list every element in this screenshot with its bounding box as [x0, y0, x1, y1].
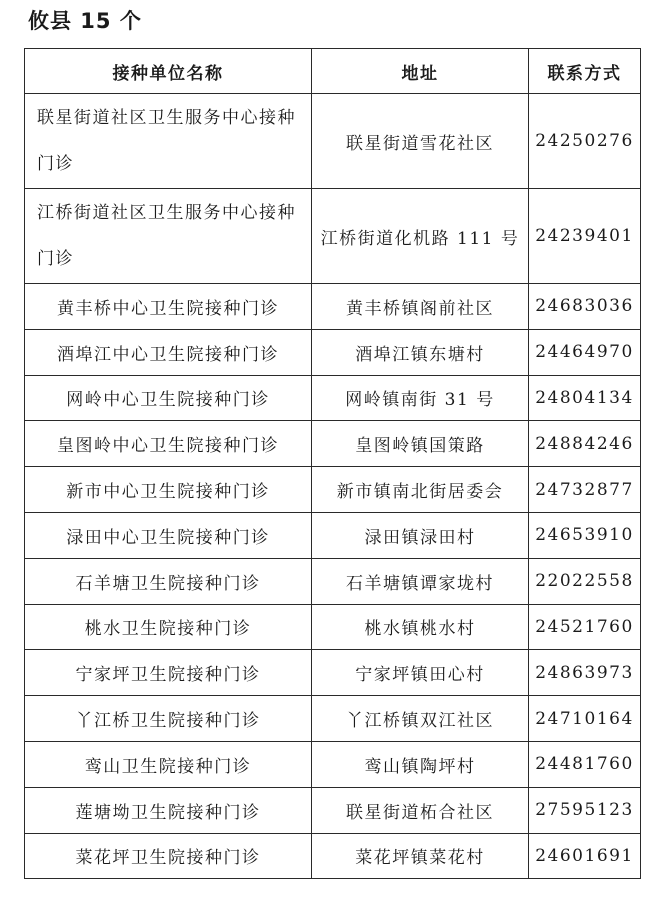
address-cell: 皇图岭镇国策路 [312, 421, 529, 467]
vaccination-units-table [24, 48, 641, 879]
page-title: 攸县 15 个 [28, 9, 142, 33]
table-row [25, 94, 641, 189]
phone-cell: 24464970 [529, 329, 641, 375]
address-cell: 宁家坪镇田心村 [312, 650, 529, 696]
table-row [25, 329, 641, 375]
table-row [25, 421, 641, 467]
table-row [25, 604, 641, 650]
phone-cell: 24481760 [529, 741, 641, 787]
unit-name-cell: 网岭中心卫生院接种门诊 [25, 375, 312, 421]
unit-name-cell: 联星街道社区卫生服务中心接种门诊 [25, 94, 312, 189]
unit-name-cell: 鸾山卫生院接种门诊 [25, 741, 312, 787]
unit-name-cell: 酒埠江中心卫生院接种门诊 [25, 329, 312, 375]
unit-name-cell: 黄丰桥中心卫生院接种门诊 [25, 284, 312, 330]
phone-cell: 24653910 [529, 512, 641, 558]
column-header-name: 接种单位名称 [25, 49, 312, 94]
column-header-address: 地址 [312, 49, 529, 94]
unit-name-cell: 皇图岭中心卫生院接种门诊 [25, 421, 312, 467]
table-row [25, 741, 641, 787]
phone-cell: 24863973 [529, 650, 641, 696]
address-cell: 江桥街道化机路 111 号 [312, 189, 529, 284]
unit-name-cell: 桃水卫生院接种门诊 [25, 604, 312, 650]
address-cell: 鸾山镇陶坪村 [312, 741, 529, 787]
table-row [25, 189, 641, 284]
unit-name-cell: 新市中心卫生院接种门诊 [25, 467, 312, 513]
table-row [25, 650, 641, 696]
phone-cell: 22022558 [529, 558, 641, 604]
address-cell: 黄丰桥镇阁前社区 [312, 284, 529, 330]
phone-cell: 24732877 [529, 467, 641, 513]
table-row [25, 512, 641, 558]
table-row [25, 375, 641, 421]
unit-name-cell: 菜花坪卫生院接种门诊 [25, 833, 312, 879]
phone-cell: 24250276 [529, 94, 641, 189]
address-cell: 新市镇南北街居委会 [312, 467, 529, 513]
address-cell: 菜花坪镇菜花村 [312, 833, 529, 879]
phone-cell: 24804134 [529, 375, 641, 421]
unit-name-cell: 莲塘坳卫生院接种门诊 [25, 787, 312, 833]
phone-cell: 24884246 [529, 421, 641, 467]
address-cell: 渌田镇渌田村 [312, 512, 529, 558]
table-row [25, 467, 641, 513]
unit-name-cell: 宁家坪卫生院接种门诊 [25, 650, 312, 696]
table-row [25, 558, 641, 604]
address-cell: 酒埠江镇东塘村 [312, 329, 529, 375]
address-cell: 石羊塘镇谭家垅村 [312, 558, 529, 604]
phone-cell: 24521760 [529, 604, 641, 650]
phone-cell: 24710164 [529, 696, 641, 742]
phone-cell: 24601691 [529, 833, 641, 879]
unit-name-cell: 丫江桥卫生院接种门诊 [25, 696, 312, 742]
address-cell: 联星街道雪花社区 [312, 94, 529, 189]
address-cell: 丫江桥镇双江社区 [312, 696, 529, 742]
table-row [25, 284, 641, 330]
unit-name-cell: 石羊塘卫生院接种门诊 [25, 558, 312, 604]
table-row [25, 833, 641, 879]
unit-name-cell: 渌田中心卫生院接种门诊 [25, 512, 312, 558]
address-cell: 联星街道柘合社区 [312, 787, 529, 833]
phone-cell: 24683036 [529, 284, 641, 330]
phone-cell: 27595123 [529, 787, 641, 833]
phone-cell: 24239401 [529, 189, 641, 284]
unit-name-cell: 江桥街道社区卫生服务中心接种门诊 [25, 189, 312, 284]
address-cell: 网岭镇南街 31 号 [312, 375, 529, 421]
column-header-phone: 联系方式 [529, 49, 641, 94]
address-cell: 桃水镇桃水村 [312, 604, 529, 650]
table-row [25, 787, 641, 833]
table-header-row [25, 49, 641, 94]
table-row [25, 696, 641, 742]
